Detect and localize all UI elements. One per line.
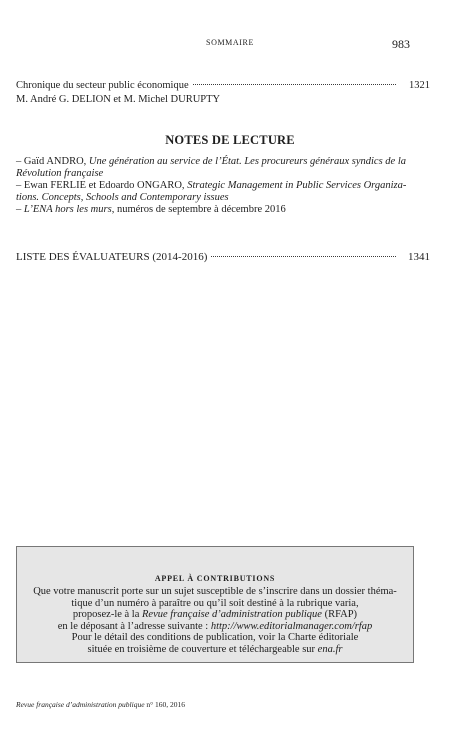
- review-author: – Ewan FERLIE et Edoardo ONGARO,: [16, 180, 188, 191]
- running-head: SOMMAIRE: [206, 38, 254, 47]
- call-text: en le déposant à l’adresse suivante :: [57, 620, 211, 632]
- toc-entry-title: LISTE DES ÉVALUATEURS (2014-2016): [16, 251, 208, 263]
- call-text: (RFAP): [321, 609, 358, 620]
- toc-entry-liste-evaluateurs: [16, 251, 430, 265]
- toc-entry-page: 1321: [409, 80, 430, 91]
- review-title: Strategic Management in Public Services Organiza-: [187, 180, 407, 191]
- toc-entry-page: 1341: [408, 251, 430, 263]
- review-title: Révolution française: [16, 168, 104, 179]
- footer-journal: Revue française d’administration publique: [16, 700, 145, 709]
- page-footer: [16, 700, 185, 709]
- toc-entry-chronique: [16, 80, 430, 94]
- review-entry-ena: [16, 204, 286, 216]
- call-line: [17, 609, 413, 621]
- footer-issue: n° 160, 2016: [144, 700, 186, 709]
- section-heading-notes-de-lecture: NOTES DE LECTURE: [165, 133, 295, 147]
- dot-leader: [211, 256, 396, 257]
- journal-title: Revue française d’administration publique: [142, 609, 322, 620]
- call-text: proposez-le à la: [72, 609, 143, 620]
- call-line: tique d’un numéro à paraître ou qu’il soit destiné à la rubrique varia,: [71, 597, 359, 609]
- call-line: Pour le détail des conditions de publication, voir la Charte éditoriale: [71, 632, 359, 643]
- toc-entry-title: Chronique du secteur public économique: [16, 80, 189, 91]
- call-text: située en troisième de couverture et téléchargeable sur: [87, 643, 318, 655]
- call-line: [17, 644, 413, 656]
- call-for-contributions-box: [16, 546, 414, 663]
- review-entry-andro-line2: [16, 168, 103, 180]
- review-author: – Gaïd ANDRO,: [16, 156, 89, 167]
- submission-url[interactable]: http://www.editorialmanager.com/rfap: [210, 620, 373, 632]
- website-link[interactable]: ena.fr: [317, 643, 343, 655]
- review-title: tions. Concepts, Schools and Contemporary issues: [16, 192, 229, 203]
- review-entry-ferlie-line1: [16, 180, 406, 192]
- call-line: Que votre manuscrit porte sur un sujet susceptible de s’inscrire dans un dossier théma-: [33, 586, 397, 597]
- call-heading: APPEL À CONTRIBUTIONS: [154, 574, 276, 583]
- page-number: 983: [392, 37, 410, 51]
- toc-entry-authors: M. André G. DELION et M. Michel DURUPTY: [16, 94, 221, 105]
- review-title: – L’ENA hors les murs: [16, 204, 112, 215]
- review-entry-ferlie-line2: [16, 192, 229, 204]
- review-title: Une génération au service de l’État. Les procureurs généraux syndics de la: [88, 156, 406, 167]
- review-detail: , numéros de septembre à décembre 2016: [111, 204, 286, 215]
- review-entry-andro-line1: [16, 156, 406, 168]
- dot-leader: [193, 84, 396, 85]
- call-line: [17, 621, 413, 633]
- call-body: [17, 572, 413, 655]
